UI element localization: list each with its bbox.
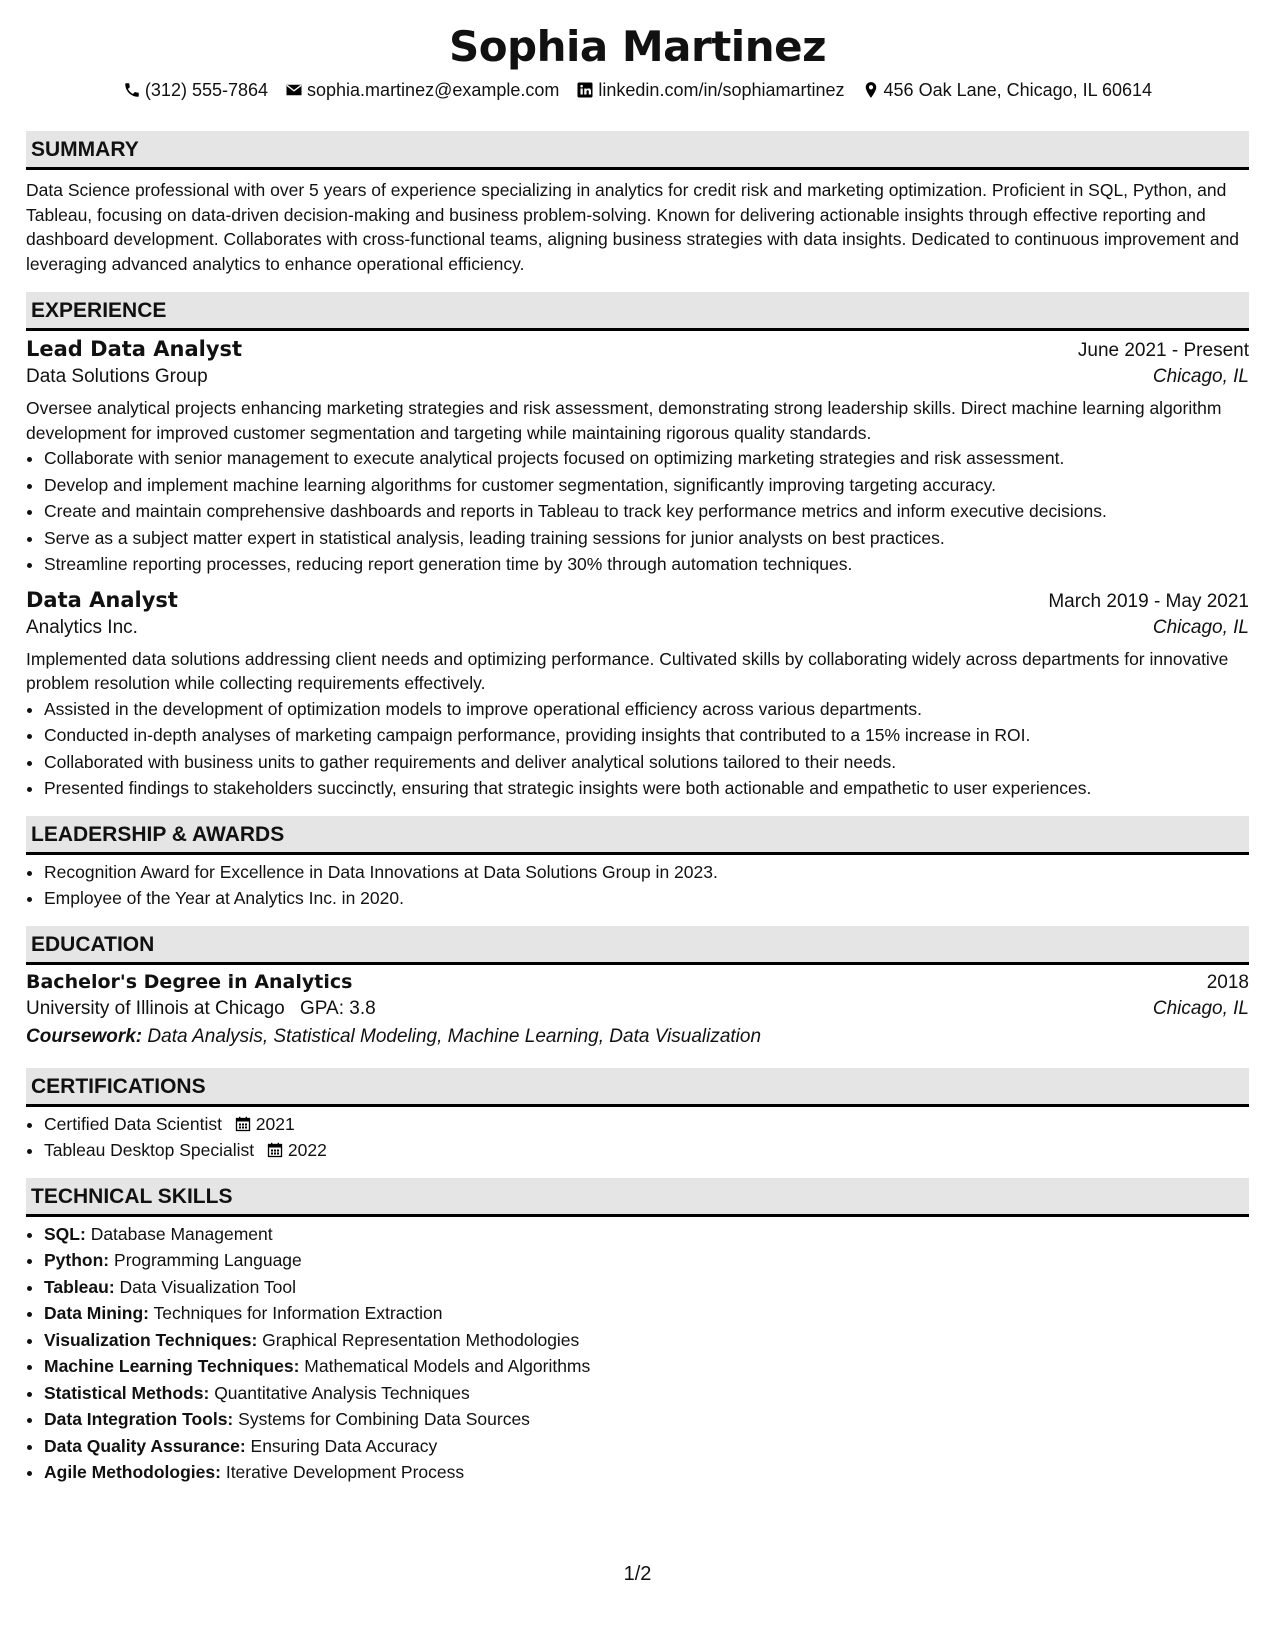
list-item bbox=[44, 1353, 1249, 1380]
list-item: • Presented findings to stakeholders succinctly, ensuring that strategic insights were both actionable and empathetic to user experiences. bbox=[44, 775, 1249, 802]
list-item: • Collaborate with senior management to execute analytical projects focused on optimizing marketing strategies and risk assessment. bbox=[44, 445, 1249, 472]
skill-desc: Programming Language bbox=[114, 1250, 302, 1270]
list-item bbox=[44, 1300, 1249, 1327]
job-bullets bbox=[26, 445, 1249, 578]
list-item bbox=[44, 1111, 1249, 1138]
list-item bbox=[44, 1137, 1249, 1164]
skill-desc: Ensuring Data Accuracy bbox=[250, 1435, 438, 1456]
job-entry bbox=[26, 337, 1249, 578]
education-subheader bbox=[26, 998, 1249, 1020]
skill-desc: Database Management bbox=[90, 1223, 273, 1244]
list-item bbox=[44, 1247, 1249, 1274]
calendar-icon bbox=[235, 1114, 251, 1134]
skill-name: Python: bbox=[44, 1250, 110, 1270]
skills-list bbox=[26, 1221, 1249, 1486]
list-item: • Collaborated with business units to gather requirements and deliver analytical solutions tailored to their needs. bbox=[44, 749, 1249, 776]
certification-year: 2022 bbox=[287, 1140, 327, 1160]
job-description: Implemented data solutions addressing client needs and optimizing performance. Cultivated skills by collaborating widely across departments for innovative problem resolution while collecting requirements effectively. bbox=[26, 648, 1229, 693]
skill-name: Statistical Methods: bbox=[44, 1382, 210, 1403]
job-subheader bbox=[26, 617, 1249, 639]
list-item: • Develop and implement machine learning algorithms for customer segmentation, significantly improving targeting accuracy. bbox=[44, 472, 1249, 499]
skill-name: Machine Learning Techniques: bbox=[44, 1356, 300, 1376]
degree: Bachelor's Degree in Analytics bbox=[26, 970, 353, 993]
contact-address bbox=[862, 78, 1153, 102]
contact-bar bbox=[26, 78, 1249, 102]
list-item: • Streamline reporting processes, reducing report generation time by 30% through automation techniques. bbox=[44, 551, 1249, 578]
summary-text: Data Science professional with over 5 years of experience specializing in analytics for credit risk and marketing optimization. Proficient in SQL, Python, and Tableau, focusing on data-driven decision-making and business problem-solving. Known for delivering actionable insights through effective reporting and dashboard development. Collaborates with cross-functional teams, aligning business strategies with data insights. Dedicated to continuous improvement and leveraging advanced analytics to enhance operational efficiency. bbox=[26, 180, 1240, 274]
skill-name: Data Integration Tools: bbox=[44, 1409, 234, 1429]
linkedin-icon bbox=[576, 81, 594, 99]
list-item: • Recognition Award for Excellence in Data Innovations at Data Solutions Group in 2023. bbox=[44, 859, 1249, 886]
envelope-icon bbox=[285, 81, 303, 99]
job-company: Analytics Inc. bbox=[26, 616, 138, 638]
school-location: Chicago, IL bbox=[1152, 997, 1249, 1019]
section-header-education: EDUCATION bbox=[26, 926, 1249, 965]
job-bullets bbox=[26, 696, 1249, 802]
email-address[interactable]: sophia.martinez@example.com bbox=[307, 80, 560, 100]
address-text: 456 Oak Lane, Chicago, IL 60614 bbox=[883, 80, 1153, 100]
school-line bbox=[26, 998, 376, 1020]
job-title: Data Analyst bbox=[26, 587, 178, 612]
education-entry bbox=[26, 971, 1249, 1048]
education-header bbox=[26, 971, 1249, 994]
gpa: GPA: 3.8 bbox=[300, 997, 376, 1019]
coursework-list: Data Analysis, Statistical Modeling, Machine Learning, Data Visualization bbox=[147, 1025, 762, 1047]
list-item bbox=[44, 1433, 1249, 1460]
job-location: Chicago, IL bbox=[1152, 616, 1249, 638]
skill-desc: Mathematical Models and Algorithms bbox=[304, 1356, 591, 1376]
list-item: • Serve as a subject matter expert in statistical analysis, leading training sessions for junior analysts on best practices. bbox=[44, 525, 1249, 552]
section-header-leadership: LEADERSHIP & AWARDS bbox=[26, 816, 1249, 855]
skill-name: Tableau: bbox=[44, 1276, 115, 1297]
coursework-label: Coursework: bbox=[26, 1025, 143, 1047]
skill-name: Data Quality Assurance: bbox=[44, 1435, 246, 1456]
job-dates: March 2019 - May 2021 bbox=[1048, 590, 1249, 612]
linkedin-url[interactable]: linkedin.com/in/sophiamartinez bbox=[598, 80, 845, 100]
section-header-experience: EXPERIENCE bbox=[26, 292, 1249, 331]
list-item: • Employee of the Year at Analytics Inc. in 2020. bbox=[44, 885, 1249, 912]
list-item: • Assisted in the development of optimization models to improve operational efficiency across various departments. bbox=[44, 696, 1249, 723]
job-header bbox=[26, 337, 1249, 362]
graduation-year: 2018 bbox=[1206, 971, 1249, 993]
map-pin-icon bbox=[862, 81, 880, 99]
skill-name: Data Mining: bbox=[44, 1303, 149, 1323]
list-item bbox=[44, 1221, 1249, 1248]
skill-desc: Iterative Development Process bbox=[225, 1462, 465, 1482]
page-number: 1/2 bbox=[623, 1563, 652, 1585]
list-item: • Conducted in-depth analyses of marketing campaign performance, providing insights that contributed to a 15% increase in ROI. bbox=[44, 722, 1249, 749]
school-name: University of Illinois at Chicago bbox=[26, 997, 285, 1019]
job-entry bbox=[26, 588, 1249, 802]
skill-desc: Techniques for Information Extraction bbox=[153, 1303, 443, 1323]
job-location: Chicago, IL bbox=[1152, 366, 1249, 387]
resume-page bbox=[26, 0, 1249, 1486]
skill-name: Visualization Techniques: bbox=[44, 1329, 258, 1350]
skill-desc: Systems for Combining Data Sources bbox=[238, 1409, 530, 1429]
list-item bbox=[44, 1327, 1249, 1354]
list-item bbox=[44, 1459, 1249, 1486]
phone-icon bbox=[123, 81, 141, 99]
contact-linkedin[interactable] bbox=[576, 78, 844, 102]
candidate-name: Sophia Martinez bbox=[448, 22, 827, 71]
job-title: Lead Data Analyst bbox=[26, 337, 243, 361]
job-dates: June 2021 - Present bbox=[1077, 340, 1249, 361]
section-header-skills: TECHNICAL SKILLS bbox=[26, 1178, 1249, 1217]
job-subheader bbox=[26, 366, 1249, 388]
section-header-summary: SUMMARY bbox=[26, 131, 1249, 170]
awards-list bbox=[26, 859, 1249, 912]
certification-name: Certified Data Scientist bbox=[44, 1113, 222, 1134]
certifications-list bbox=[26, 1111, 1249, 1164]
skill-desc: Quantitative Analysis Techniques bbox=[214, 1382, 470, 1403]
skill-desc: Data Visualization Tool bbox=[119, 1276, 296, 1297]
certification-year: 2021 bbox=[255, 1113, 295, 1134]
contact-email[interactable] bbox=[285, 78, 559, 102]
phone-number: (312) 555-7864 bbox=[144, 80, 269, 100]
coursework-line bbox=[26, 1026, 1249, 1048]
certification-name: Tableau Desktop Specialist bbox=[44, 1140, 255, 1160]
section-header-certifications: CERTIFICATIONS bbox=[26, 1068, 1249, 1107]
contact-phone bbox=[123, 78, 268, 102]
skill-name: SQL: bbox=[44, 1223, 86, 1244]
skill-name: Agile Methodologies: bbox=[44, 1462, 221, 1482]
job-header bbox=[26, 588, 1249, 613]
skill-desc: Graphical Representation Methodologies bbox=[262, 1329, 580, 1350]
job-description: Oversee analytical projects enhancing marketing strategies and risk assessment, demonstrating strong leadership skills. Direct machine learning algorithm development for improved customer segmentation and targeting while maintaining rigorous quality standards. bbox=[26, 398, 1222, 443]
list-item: • Create and maintain comprehensive dashboards and reports in Tableau to track key performance metrics and inform executive decisions. bbox=[44, 498, 1249, 525]
list-item bbox=[44, 1380, 1249, 1407]
list-item bbox=[44, 1406, 1249, 1433]
list-item bbox=[44, 1274, 1249, 1301]
job-company: Data Solutions Group bbox=[26, 366, 208, 387]
calendar-icon bbox=[267, 1140, 283, 1160]
